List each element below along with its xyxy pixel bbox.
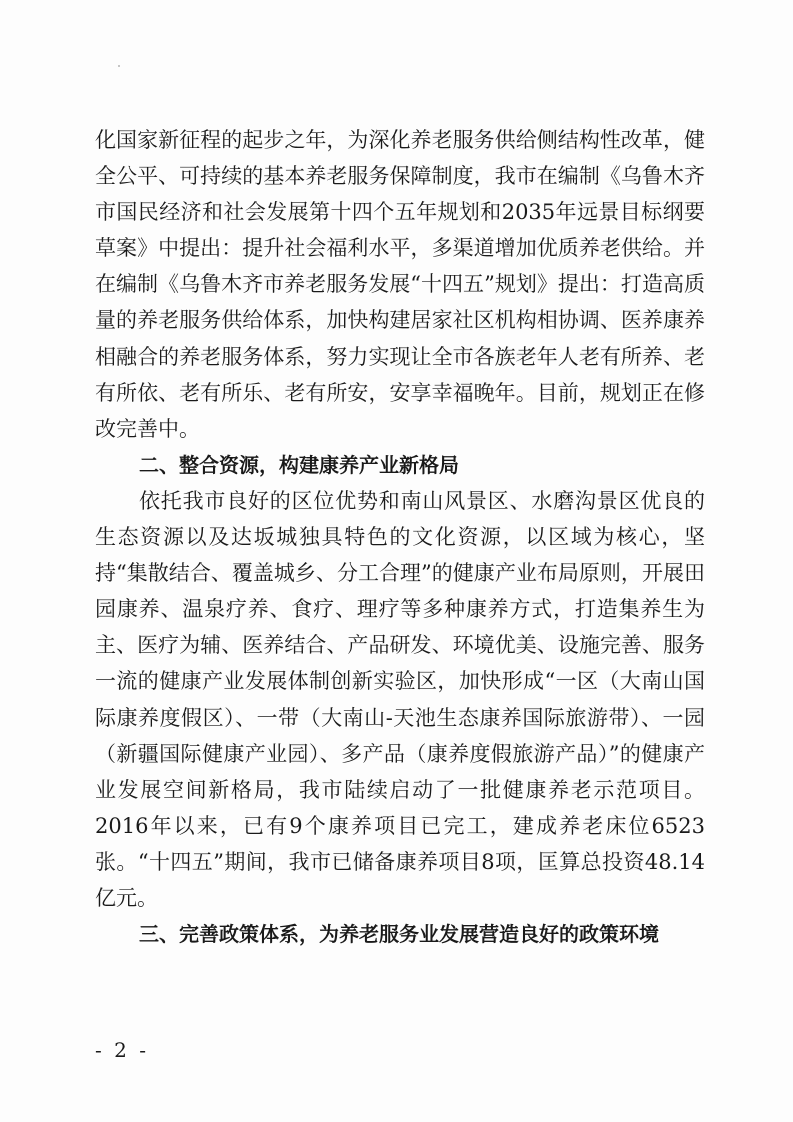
scan-speck [118,65,120,67]
page-number: - 2 - [95,1038,149,1062]
section-heading-3: 三、完善政策体系，为养老服务业发展营造良好的政策环境 [139,922,659,947]
section-heading-2: 二、整合资源，构建康养产业新格局 [139,452,459,477]
paragraph-section-2: 依托我市良好的区位优势和南山风景区、水磨沟景区优良的生态资源以及达坂城独具特色的文化资源，以区域为核心，坚持“集散结合、覆盖城乡、分工合理”的健康产业布局原则，开展田园康养、温泉疗养、食疗、理疗等多种康养方式，打造集养生为主、医疗为辅、医养结合、产品研发、环境优美、设施完善、服务一流的健康产业发展体制创新实验区，加快形成“一区（大南山国际康养度假区）、一带（大南山-天池生态康养国际旅游带）、一园（新疆国际健康产业园）、多产品（康养度假旅游产品）”的健康产业发展空间新格局，我市陆续启动了一批健康养老示范项目。2016年以来，已有9个康养项目已完工，建成养老床位6523张。“十四五”期间，我市已储备康养项目8项，匡算总投资48.14亿元。 [95,488,705,910]
document-body [95,122,705,952]
paragraph-continuation: 化国家新征程的起步之年，为深化养老服务供给侧结构性改革，健全公平、可持续的基本养老服务保障制度，我市在编制《乌鲁木齐市国民经济和社会发展第十四个五年规划和2035年远景目标纲要草案》中提出：提升社会福利水平，多渠道增加优质养老供给。并在编制《乌鲁木齐市养老服务发展“十四五”规划》提出：打造高质量的养老服务供给体系，加快构建居家社区机构相协调、医养康养相融合的养老服务体系，努力实现让全市各族老年人老有所养、老有所依、老有所乐、老有所安，安享幸福晚年。目前，规划正在修改完善中。 [95,128,705,441]
